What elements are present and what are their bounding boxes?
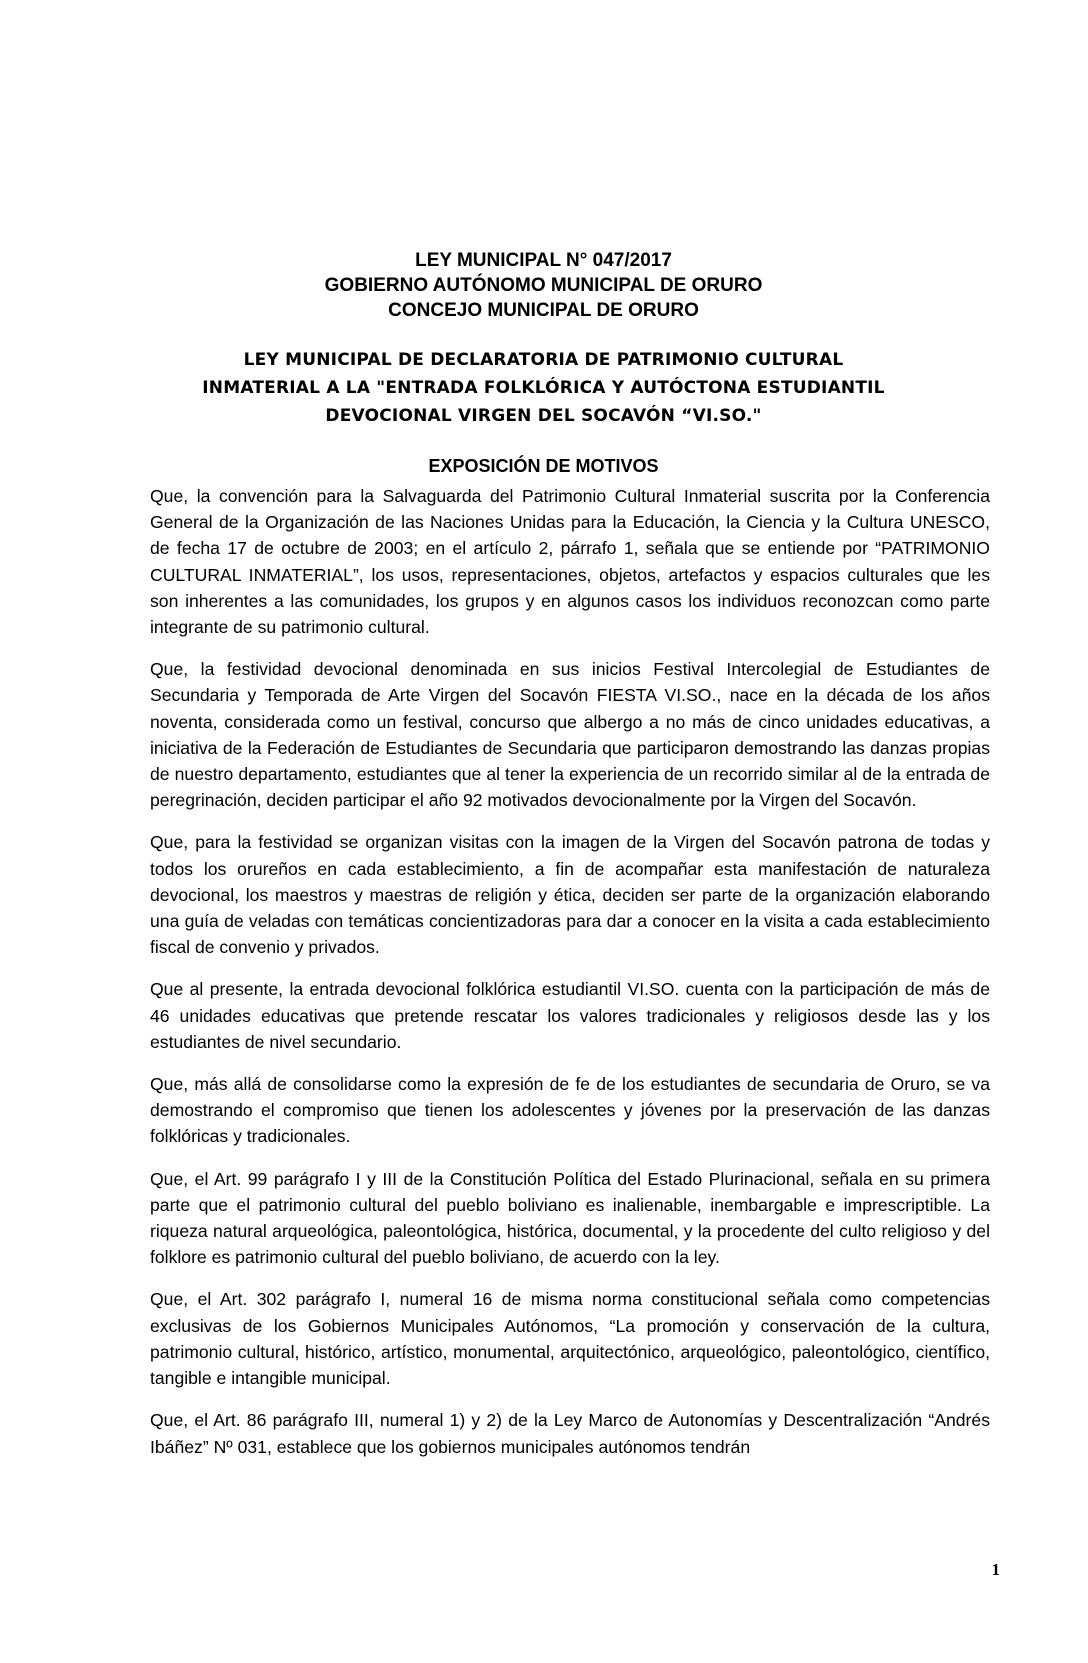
paragraph: Que, el Art. 86 parágrafo III, numeral 1) y 2) de la Ley Marco de Autonomías y Descentralización “Andrés Ibáñez” Nº 031, establece que los gobiernos municipales autónomos tendrán xyxy=(150,1410,990,1457)
law-number: LEY MUNICIPAL N° 047/2017 xyxy=(415,250,672,271)
paragraph: Que, el Art. 99 parágrafo I y III de la Constitución Política del Estado Plurinacional, señala en su primera parte que el patrimonio cultural del pueblo boliviano es inalienable, inembargable e imprescriptible. La riqueza natural arqueológica, paleontológica, histórica, documental, y la procedente del culto religioso y del folklore es patrimonio cultural del pueblo boliviano, de acuerdo con la ley. xyxy=(150,1168,990,1268)
council-name: CONCEJO MUNICIPAL DE ORURO xyxy=(388,300,699,321)
paragraph: Que, la festividad devocional denominada en sus inicios Festival Intercolegial de Estudiantes de Secundaria y Temporada de Arte Virgen del Socavón FIESTA VI.SO., nace en la década de los años noventa, considerada como un festival, concurso que albergo a no más de cinco unidades educativas, a iniciativa de la Federación de Estudiantes de Secundaria que participaron demostrando las danzas propias de nuestro departamento, estudiantes que al tener la experiencia de un recorrido similar al de la entrada de peregrinación, deciden participar el año 92 motivados devocionalmente por la Virgen del Socavón. xyxy=(150,659,990,811)
law-title-line-3: DEVOCIONAL VIRGEN DEL SOCAVÓN “VI.SO." xyxy=(325,406,762,426)
paragraph: Que, el Art. 302 parágrafo I, numeral 16 de misma norma constitucional señala como competencias exclusivas de los Gobiernos Municipales Autónomos, “La promoción y conservación de la cultura, patrimonio cultural, histórico, artístico, monumental, arquitectónico, arqueológico, paleontológico, científico, tangible e intangible municipal. xyxy=(150,1289,990,1389)
section-heading: EXPOSICIÓN DE MOTIVOS xyxy=(428,456,659,476)
paragraph: Que, para la festividad se organizan visitas con la imagen de la Virgen del Socavón patrona de todas y todos los orureños en cada establecimiento, a fin de acompañar esta manifestación de naturaleza devocional, los maestros y maestras de religión y ética, deciden ser parte de la organización elaborando una guía de veladas con temáticas concientizadoras para dar a conocer en la visita a cada establecimiento fiscal de convenio y privados. xyxy=(150,832,990,958)
law-title-line-1: LEY MUNICIPAL DE DECLARATORIA DE PATRIMONIO CULTURAL xyxy=(243,350,844,370)
paragraph: Que, más allá de consolidarse como la expresión de fe de los estudiantes de secundaria de Oruro, se va demostrando el compromiso que tienen los adolescentes y jóvenes por la preservación de las danzas folklóricas y tradicionales. xyxy=(150,1074,990,1147)
government-name: GOBIERNO AUTÓNOMO MUNICIPAL DE ORURO xyxy=(324,275,763,296)
paragraph: Que, la convención para la Salvaguarda del Patrimonio Cultural Inmaterial suscrita por la Conferencia General de la Organización de las Naciones Unidas para la Educación, la Ciencia y la Cultura UNESCO, de fecha 17 de octubre de 2003; en el artículo 2, párrafo 1, señala que se entiende por “PATRIMONIO CULTURAL INMATERIAL”, los usos, representaciones, objetos, artefactos y espacios culturales que les son inherentes a las comunidades, los grupos y en algunos casos los individuos reconozcan como parte integrante de su patrimonio cultural. xyxy=(150,486,990,638)
document-body xyxy=(150,483,990,1460)
paragraph: Que al presente, la entrada devocional folklórica estudiantil VI.SO. cuenta con la participación de más de 46 unidades educativas que pretende rescatar los valores tradicionales y religiosos desde las y los estudiantes de nivel secundario. xyxy=(150,979,990,1052)
law-header xyxy=(150,248,937,323)
page-number: 1 xyxy=(991,1560,1000,1579)
law-title-line-2: INMATERIAL A LA "ENTRADA FOLKLÓRICA Y AUTÓCTONA ESTUDIANTIL xyxy=(202,378,885,398)
law-title xyxy=(150,346,937,430)
